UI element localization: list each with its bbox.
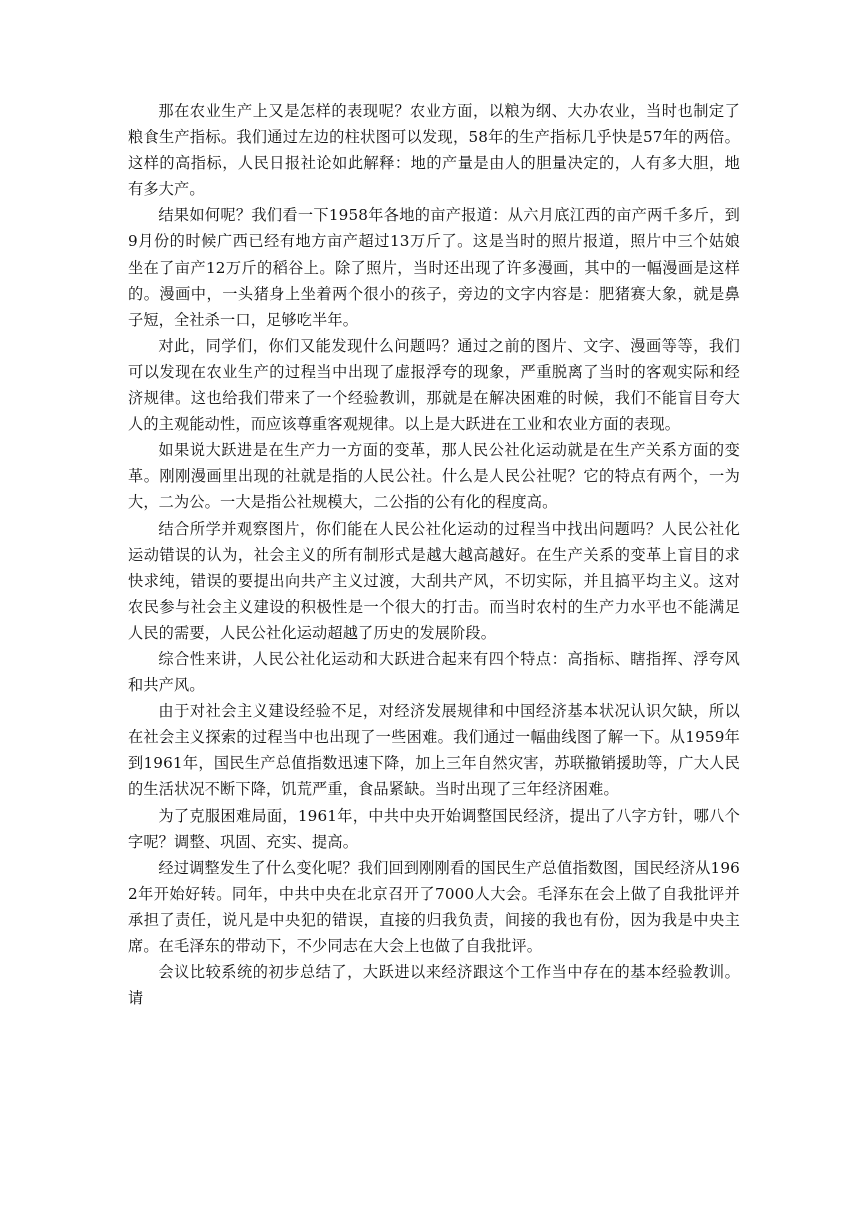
paragraph-7000-conference: 经过调整发生了什么变化呢？我们回到刚刚看的国民生产总值指数图，国民经济从1962年开始好转。同年，中共中央在北京召开了7000人大会。毛泽东在会上做了自我批评并承担了责任，说凡是中央犯的错误，直接的归我负责，间接的我也有份，因为我是中央主席。在毛泽东的带动下，不少同志在大会上也做了自我批评。	[128, 858, 740, 955]
paragraph-agriculture-targets: 那在农业生产上又是怎样的表现呢？农业方面，以粮为纲、大办农业，当时也制定了粮食生产指标。我们通过左边的柱状图可以发现，58年的生产指标几乎快是57年的两倍。这样的高指标，人民日报社论如此解释：地的产量是由人的胆量决定的，人有多大胆，地有多大产。	[128, 102, 740, 199]
paragraph-four-features: 综合性来讲，人民公社化运动和大跃进合起来有四个特点：高指标、瞎指挥、浮夸风和共产风。	[128, 649, 740, 695]
paragraph-commune-problems: 结合所学并观察图片，你们能在人民公社化运动的过程当中找出问题吗？人民公社化运动错误的认为，社会主义的所有制形式是越大越高越好。在生产关系的变革上盲目的求快求纯，错误的要提出向共产主义过渡，大刮共产风，不切实际，并且搞平均主义。这对农民参与社会主义建设的积极性是一个很大的打击。而当时农村的生产力水平也不能满足人民的需要，人民公社化运动超越了历史的发展阶段。	[128, 519, 740, 642]
paragraph-conference-summary: 会议比较系统的初步总结了，大跃进以来经济跟这个工作当中存在的基本经验教训。请	[128, 963, 740, 1008]
paragraph-exaggeration-problem: 对此，同学们，你们又能发现什么问题吗？通过之前的图片、文字、漫画等等，我们可以发现在农业生产的过程当中出现了虚报浮夸的现象，严重脱离了当时的客观实际和经济规律。这也给我们带来了一个经验教训，那就是在解决困难的时候，我们不能盲目夸大人的主观能动性，而应该尊重客观规律。以上是大跃进在工业和农业方面的表现。	[128, 336, 740, 434]
paragraph-peoples-commune: 如果说大跃进是在生产力一方面的变革，那人民公社化运动就是在生产关系方面的变革。刚刚漫画里出现的社就是指的人民公社。什么是人民公社呢？它的特点有两个，一为大，二为公。一大是指公社规模大，二公指的公有化的程度高。	[128, 441, 740, 512]
paragraph-economic-difficulties: 由于对社会主义建设经验不足，对经济发展规律和中国经济基本状况认识欠缺，所以在社会主义探索的过程当中也出现了一些困难。我们通过一幅曲线图了解一下。从1959年到1961年，国民生产总值指数迅速下降，加上三年自然灾害，苏联撤销援助等，广大人民的生活状况不断下降，饥荒严重，食品紧缺。当时出现了三年经济困难。	[128, 702, 740, 799]
document-body	[128, 98, 740, 1011]
paragraph-eight-character-policy: 为了克服困难局面，1961年，中共中央开始调整国民经济，提出了八字方针，哪八个字呢？调整、巩固、充实、提高。	[128, 806, 740, 851]
paragraph-yield-reports: 结果如何呢？我们看一下1958年各地的亩产报道：从六月底江西的亩产两千多斤，到9月份的时候广西已经有地方亩产超过13万斤了。这是当时的照片报道，照片中三个姑娘坐在了亩产12万斤的稻谷上。除了照片，当时还出现了许多漫画，其中的一幅漫画是这样的。漫画中，一头猪身上坐着两个很小的孩子，旁边的文字内容是：肥猪赛大象，就是鼻子短，全社杀一口，足够吃半年。	[128, 206, 740, 329]
